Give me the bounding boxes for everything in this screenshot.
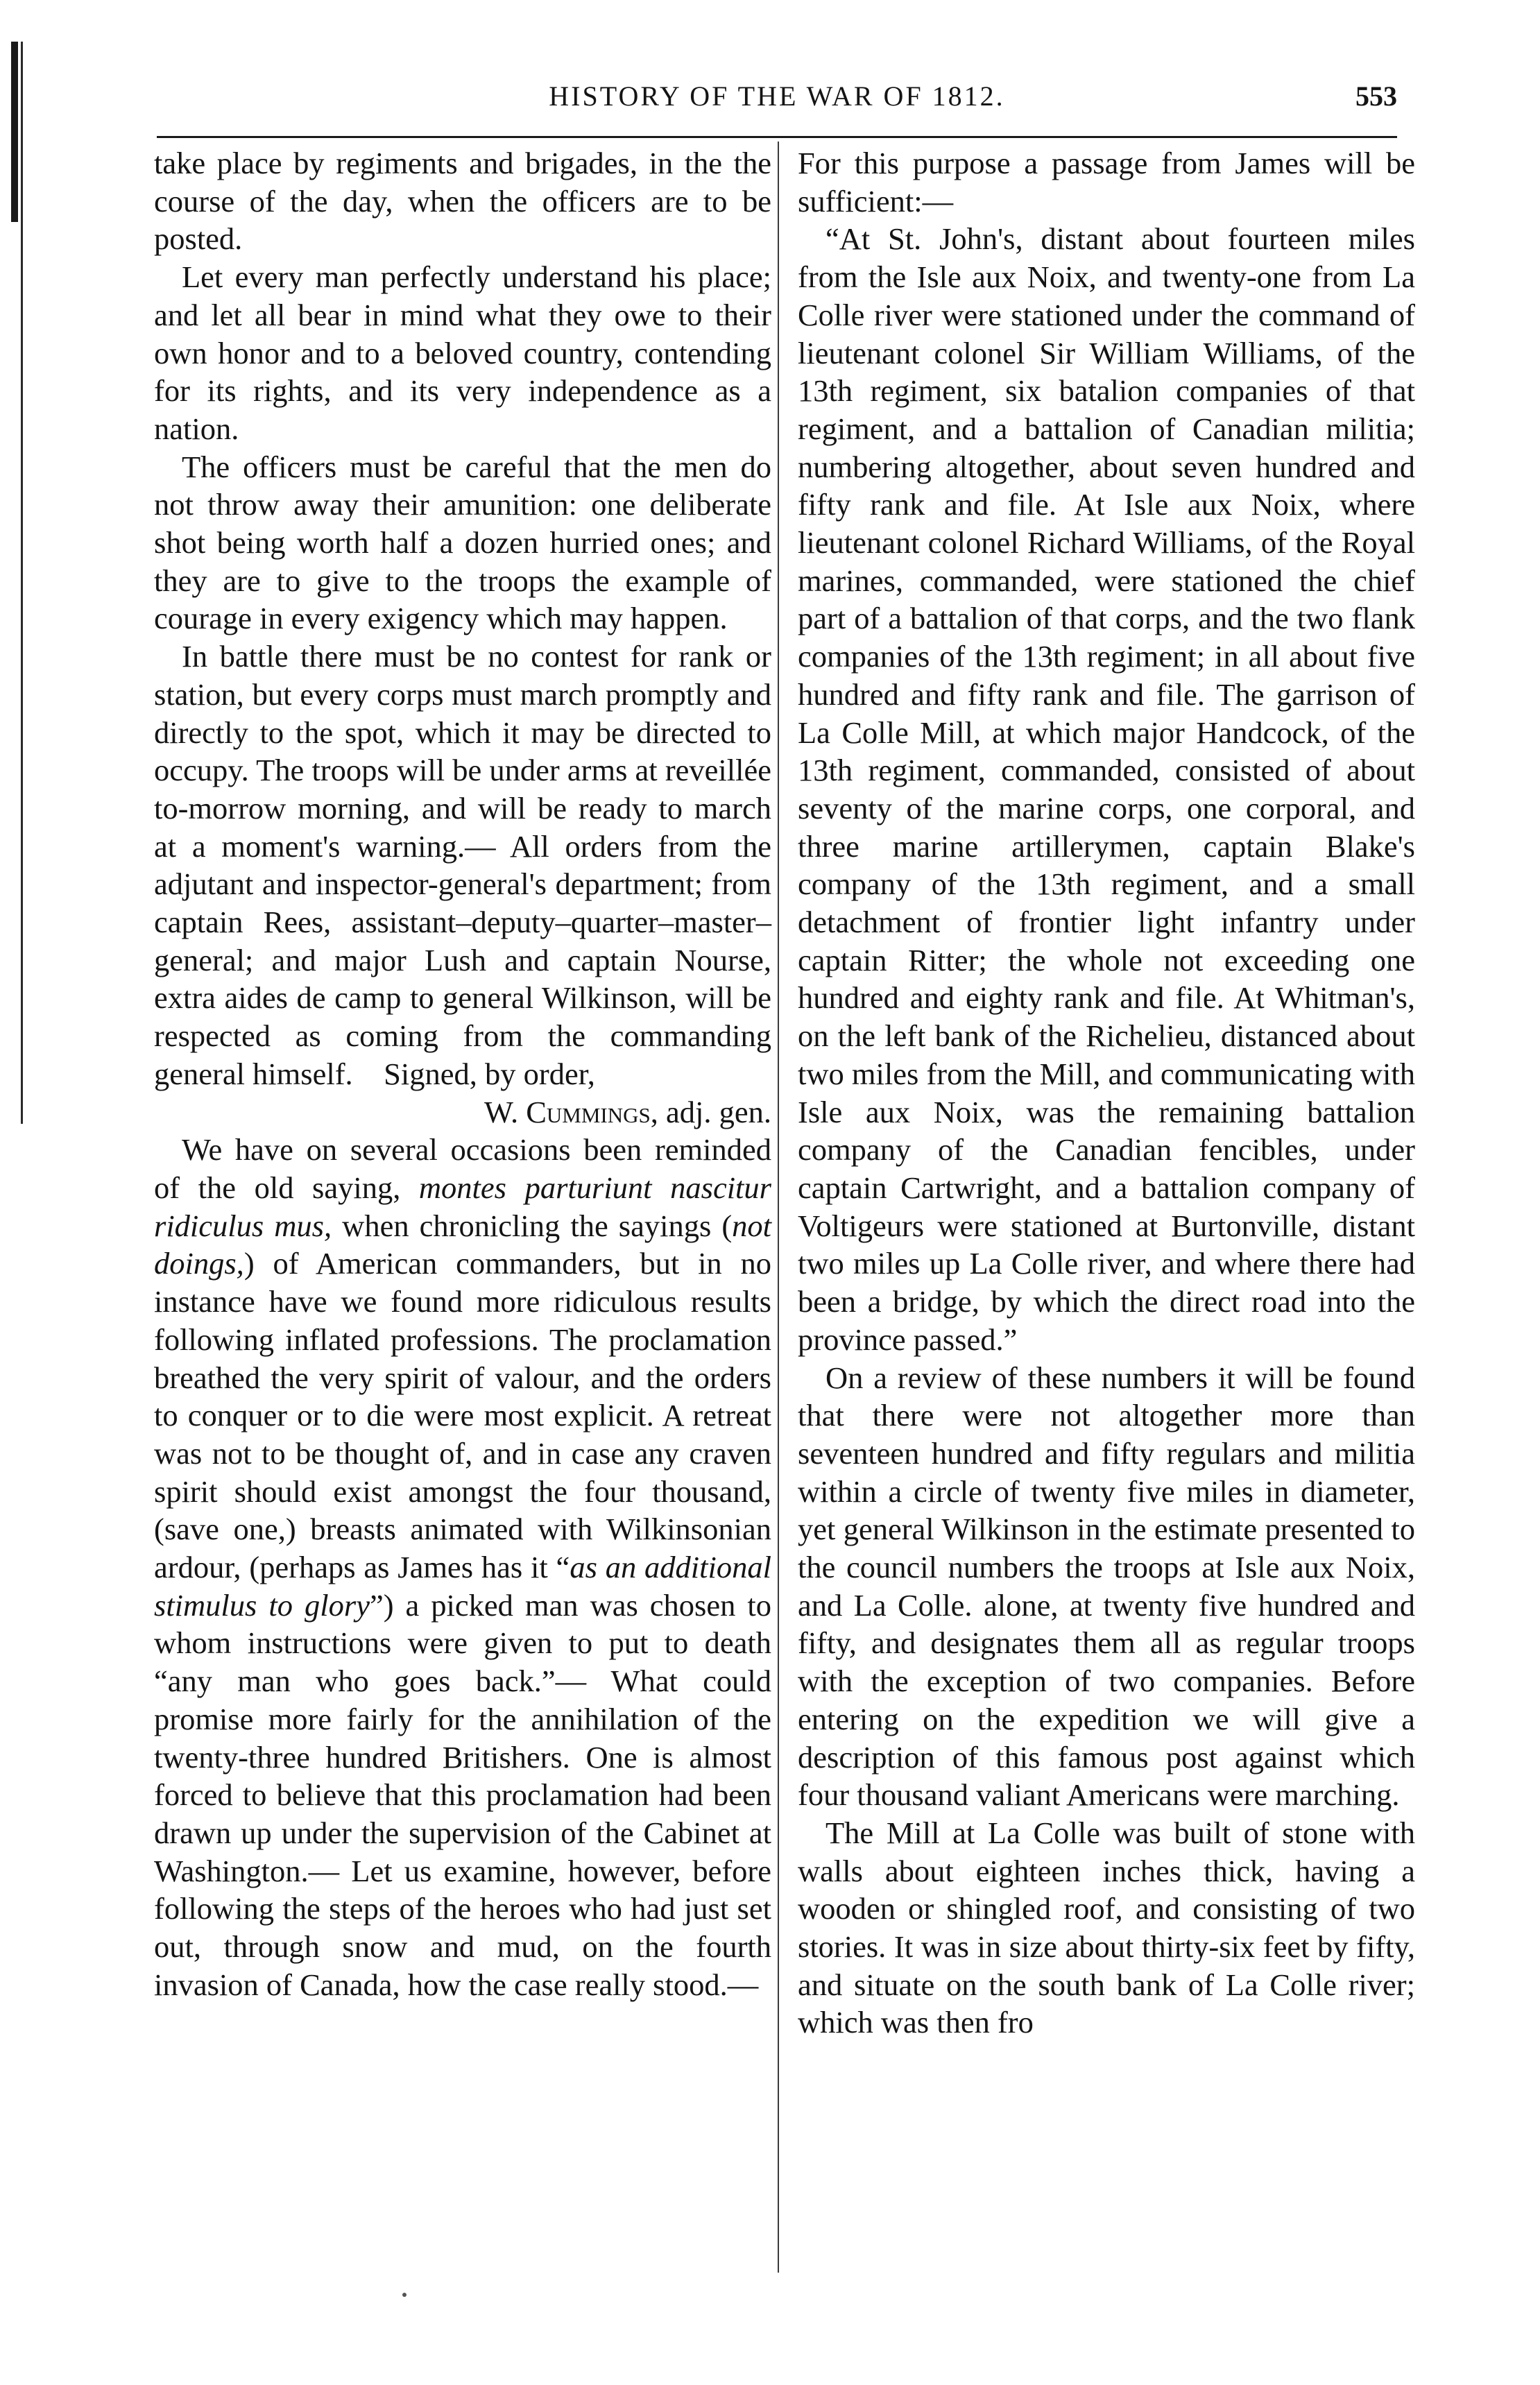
james-quotation: “At St. John's, distant about fourteen miles from the Isle aux Noix, and twenty-one from La Colle river were stationed under the command of lieutenant colonel Sir William Williams, of the 13th regiment, six batalion companies of that regiment, and a battalion of Canadian militia; numbering altogether, about seven hundred and fifty rank and file. At Isle aux Noix, where lieutenant colonel Richard Williams, of the Royal marines, commanded, were stationed the chief part of a battalion of that corps, and the two flank companies of the 13th regiment; in all about five hundred and fifty rank and file. The garrison of La Colle Mill, at which major Handcock, of the 13th regiment, commanded, consisted of about seventy of the marine corps, one corporal, and three marine artillerymen, captain Blake's company of the 13th regiment, and a small detachment of frontier light infantry under captain Ritter; the whole not exceeding one hundred and eighty rank and file. At Whitman's, on the left bank of the Richelieu, distanced about two miles from the Mill, and communicating with Isle aux Noix, was the remaining battalion company of the Canadian fencibles, under captain Cartwright, and a battalion company of Voltigeurs were stationed at Burtonville, distant two miles up La Colle river, and where there had been a bridge, by which the direct road into the province passed.” <box>798 221 1415 1357</box>
left-paragraph-5 <box>154 1131 771 2003</box>
left-column <box>154 144 771 2003</box>
signature-line: W. Cummings, adj. gen. <box>484 1094 771 1129</box>
not-doings-phrase: not doings, <box>154 1208 772 1281</box>
page-number: 553 <box>1355 80 1397 112</box>
left-paragraph-3: The officers must be careful that the men do not throw away their amunition: one deliberate shot being worth half a dozen hurried ones; and they are to give to the troops the example of courage in every exigency which may happen. <box>154 449 771 636</box>
latin-saying: montes parturiunt nascitur ridiculus mus, <box>154 1170 771 1243</box>
p5-text-d: ”) a picked man was chosen to whom instructions were given to put to death “any man who goes back.”— What could promise more fairly for the annihilation of the twenty-three hundred Britishers. One is almost forced to believe that this proclamation had been drawn up under the supervision of the Cabinet at Washington.— Let us examine, however, before following the steps of the heroes who had just set out, through snow and mud, on the fourth invasion of Canada, how the case really stood.— <box>154 1587 771 2002</box>
column-divider <box>778 142 779 2273</box>
p5-text-b: when chronicling the sayings ( <box>332 1208 733 1243</box>
page-header <box>157 72 1397 121</box>
binding-edge-mark <box>11 42 18 222</box>
running-title: HISTORY OF THE WAR OF 1812. <box>549 80 1005 112</box>
p5-text-a: We have on several occasions been reminded of the old saying, <box>154 1132 771 1205</box>
left-paragraph-1: take place by regiments and brigades, in the the course of the day, when the officers are to be posted. <box>154 146 771 257</box>
left-paragraph-2: Let every man perfectly understand his place; and let all bear in mind what they owe to their own honor and to a beloved country, contending for its rights, and its very independence as a nation. <box>154 259 771 446</box>
header-rule <box>157 136 1397 138</box>
right-column <box>798 144 1415 2042</box>
orders-text: In battle there must be no contest for rank or station, but every corps must march promptly and directly to the spot, which it may be directed to occupy. The troops will be under arms at reveillée to-morrow morning, and will be ready to march at a moment's warning.— All orders from the adjutant and inspector-general's department; from captain Rees, assistant–deputy–quarter–master–general; and major Lush and captain Nourse, extra aides de camp to general Wilkinson, will be respected as coming from the commanding general himself. <box>154 639 771 1091</box>
binding-edge-line <box>21 42 23 1124</box>
ink-speck <box>402 2293 407 2297</box>
p5-text-c: ) of American commanders, but in no instance have we found more ridiculous results following inflated professions. The proclamation breathed the very spirit of valour, and the orders to conquer or to die were most explicit. A retreat was not to be thought of, and in case any craven spirit should exist amongst the four thousand, (save one,) breasts animated with Wilkinsonian ardour, (perhaps as James has it “ <box>154 1246 771 1585</box>
right-paragraph-3: On a review of these numbers it will be found that there were not altogether more than seventeen hundred and fifty regulars and militia within a circle of twenty five miles in diameter, yet general Wilkinson in the estimate presented to the council numbers the troops at Isle aux Noix, and La Colle. alone, at twenty five hundred and fifty, and designates them all as regular troops with the exception of two companies. Before entering on the expedition we will give a description of this famous post against which four thousand valiant Americans were marching. <box>798 1360 1415 1813</box>
james-quote: as an additional stimulus to glory <box>154 1550 771 1623</box>
right-paragraph-4: The Mill at La Colle was built of stone with walls about eighteen inches thick, having a wooden or shingled roof, and consisting of two stories. It was in size about thirty-six feet by fifty, and situate on the south bank of La Colle river; which was then fro <box>798 1815 1415 2040</box>
left-paragraph-4 <box>154 638 771 1093</box>
signed-by-order: Signed, by order, <box>384 1056 595 1091</box>
right-paragraph-1: For this purpose a passage from James will be sufficient:— <box>798 146 1415 219</box>
